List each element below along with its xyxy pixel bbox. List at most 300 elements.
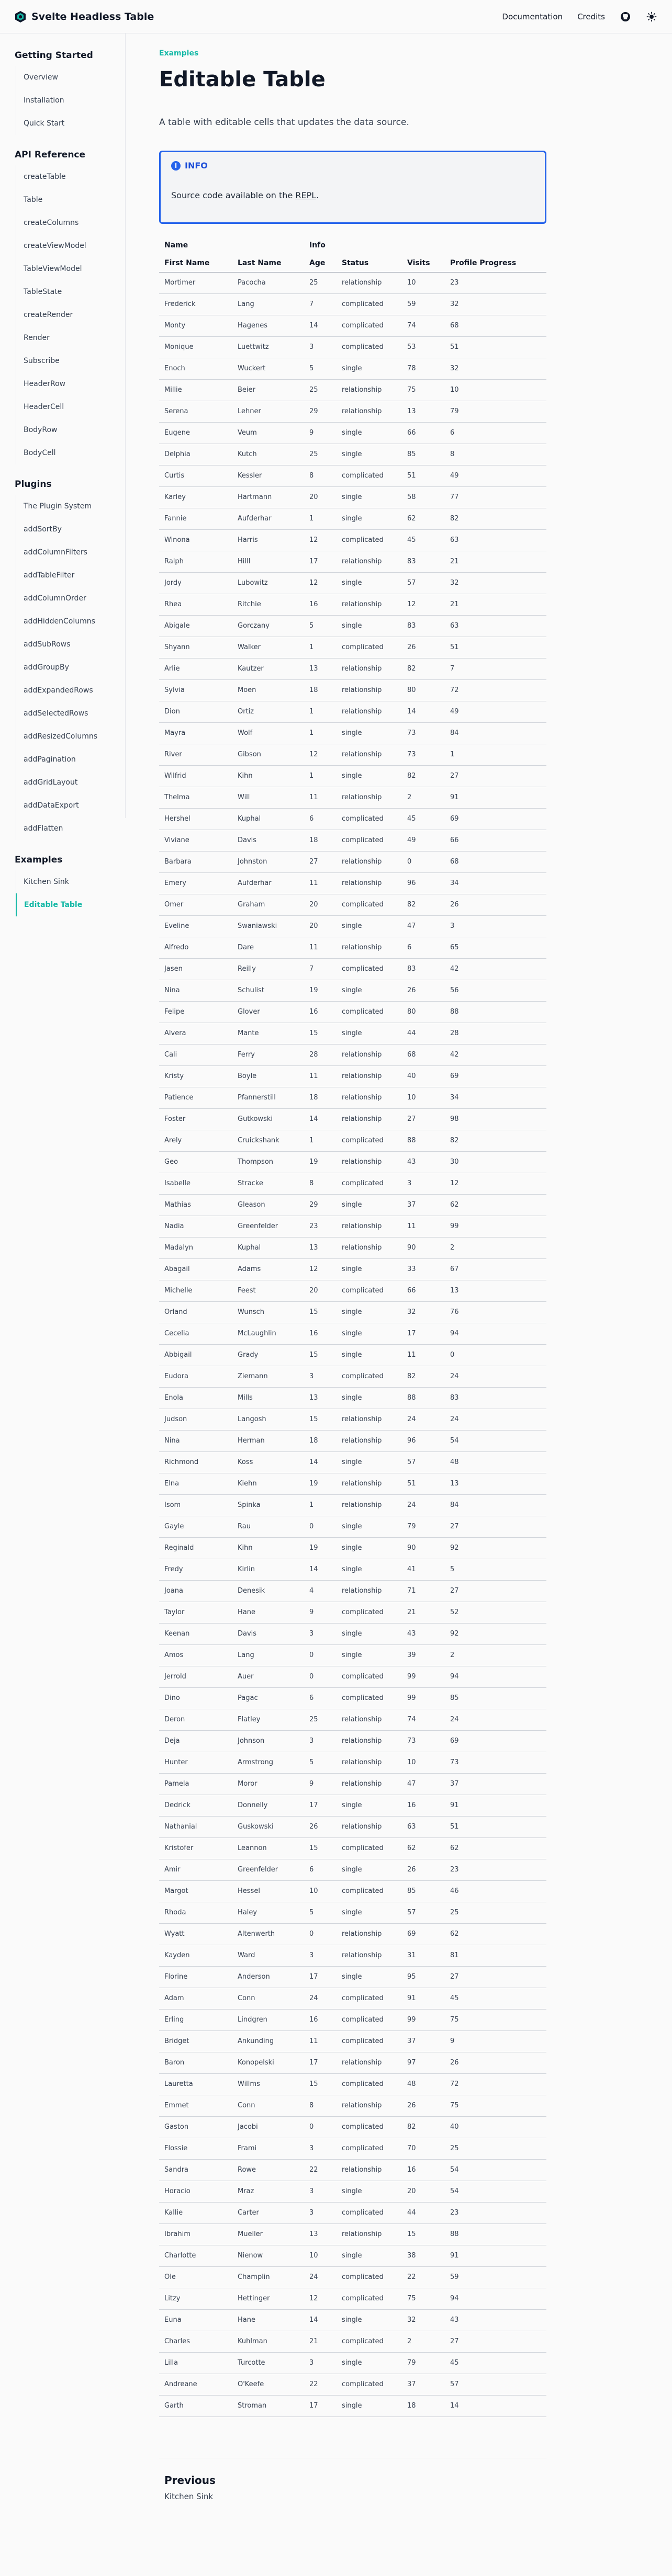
sidebar-item[interactable]: Table — [24, 196, 43, 204]
cell-first-name[interactable]: Geo — [159, 1151, 232, 1173]
cell-age[interactable]: 15 — [304, 1344, 337, 1366]
cell-profile-progress[interactable]: 43 — [445, 2309, 546, 2331]
cell-visits[interactable]: 51 — [402, 465, 445, 486]
cell-visits[interactable]: 82 — [402, 1366, 445, 1387]
cell-last-name[interactable]: Nienow — [232, 2245, 304, 2266]
cell-first-name[interactable]: Barbara — [159, 851, 232, 872]
cell-age[interactable]: 15 — [304, 1409, 337, 1430]
cell-visits[interactable]: 2 — [402, 787, 445, 808]
cell-first-name[interactable]: Flossie — [159, 2138, 232, 2159]
cell-status[interactable]: relationship — [337, 2095, 402, 2116]
cell-profile-progress[interactable]: 72 — [445, 679, 546, 701]
cell-profile-progress[interactable]: 63 — [445, 529, 546, 551]
cell-profile-progress[interactable]: 0 — [445, 1344, 546, 1366]
cell-status[interactable]: single — [337, 980, 402, 1001]
cell-first-name[interactable]: Sylvia — [159, 679, 232, 701]
cell-first-name[interactable]: Orland — [159, 1301, 232, 1323]
cell-status[interactable]: relationship — [337, 551, 402, 572]
cell-profile-progress[interactable]: 92 — [445, 1537, 546, 1559]
cell-first-name[interactable]: River — [159, 744, 232, 765]
sidebar-item[interactable]: addSelectedRows — [24, 709, 88, 718]
cell-age[interactable]: 6 — [304, 1687, 337, 1709]
cell-visits[interactable]: 47 — [402, 915, 445, 937]
cell-profile-progress[interactable]: 40 — [445, 2116, 546, 2138]
cell-profile-progress[interactable]: 34 — [445, 872, 546, 894]
cell-status[interactable]: single — [337, 1451, 402, 1473]
cell-visits[interactable]: 88 — [402, 1130, 445, 1151]
cell-visits[interactable]: 74 — [402, 1709, 445, 1730]
cell-age[interactable]: 12 — [304, 744, 337, 765]
cell-age[interactable]: 8 — [304, 1173, 337, 1194]
cell-age[interactable]: 23 — [304, 1216, 337, 1237]
cell-last-name[interactable]: Lubowitz — [232, 572, 304, 594]
cell-profile-progress[interactable]: 12 — [445, 1173, 546, 1194]
cell-visits[interactable]: 66 — [402, 422, 445, 444]
cell-status[interactable]: relationship — [337, 1430, 402, 1451]
cell-status[interactable]: relationship — [337, 937, 402, 958]
cell-last-name[interactable]: Kirlin — [232, 1559, 304, 1580]
cell-visits[interactable]: 37 — [402, 2030, 445, 2052]
cell-age[interactable]: 10 — [304, 1880, 337, 1902]
cell-status[interactable]: single — [337, 1387, 402, 1409]
cell-age[interactable]: 6 — [304, 1859, 337, 1880]
cell-status[interactable]: relationship — [337, 1945, 402, 1966]
cell-status[interactable]: relationship — [337, 272, 402, 293]
cell-profile-progress[interactable]: 92 — [445, 1623, 546, 1644]
cell-visits[interactable]: 26 — [402, 2095, 445, 2116]
cell-age[interactable]: 19 — [304, 1151, 337, 1173]
cell-profile-progress[interactable]: 91 — [445, 2245, 546, 2266]
cell-first-name[interactable]: Charlotte — [159, 2245, 232, 2266]
cell-status[interactable]: complicated — [337, 1602, 402, 1623]
cell-profile-progress[interactable]: 6 — [445, 422, 546, 444]
cell-first-name[interactable]: Mayra — [159, 722, 232, 744]
cell-visits[interactable]: 99 — [402, 2009, 445, 2030]
cell-age[interactable]: 13 — [304, 1387, 337, 1409]
cell-visits[interactable]: 13 — [402, 401, 445, 422]
cell-visits[interactable]: 88 — [402, 1387, 445, 1409]
cell-status[interactable]: relationship — [337, 1730, 402, 1752]
cell-last-name[interactable]: Kihn — [232, 1537, 304, 1559]
cell-first-name[interactable]: Lauretta — [159, 2073, 232, 2095]
cell-age[interactable]: 25 — [304, 379, 337, 401]
cell-age[interactable]: 1 — [304, 1494, 337, 1516]
cell-last-name[interactable]: Wuckert — [232, 358, 304, 379]
cell-profile-progress[interactable]: 42 — [445, 1044, 546, 1065]
cell-status[interactable]: relationship — [337, 1065, 402, 1087]
cell-visits[interactable]: 78 — [402, 358, 445, 379]
cell-age[interactable]: 18 — [304, 679, 337, 701]
cell-last-name[interactable]: Beier — [232, 379, 304, 401]
cell-status[interactable]: relationship — [337, 679, 402, 701]
cell-visits[interactable]: 63 — [402, 1816, 445, 1837]
cell-profile-progress[interactable]: 5 — [445, 1559, 546, 1580]
cell-status[interactable]: single — [337, 1537, 402, 1559]
cell-first-name[interactable]: Pamela — [159, 1773, 232, 1795]
cell-first-name[interactable]: Felipe — [159, 1001, 232, 1023]
cell-status[interactable]: complicated — [337, 1173, 402, 1194]
cell-profile-progress[interactable]: 94 — [445, 1666, 546, 1687]
cell-visits[interactable]: 57 — [402, 1902, 445, 1923]
cell-last-name[interactable]: Donnelly — [232, 1795, 304, 1816]
cell-first-name[interactable]: Joana — [159, 1580, 232, 1602]
sidebar-item[interactable]: BodyRow — [24, 426, 58, 434]
cell-last-name[interactable]: Stroman — [232, 2395, 304, 2416]
cell-age[interactable]: 14 — [304, 1108, 337, 1130]
cell-first-name[interactable]: Keenan — [159, 1623, 232, 1644]
cell-age[interactable]: 9 — [304, 1773, 337, 1795]
cell-first-name[interactable]: Eveline — [159, 915, 232, 937]
cell-visits[interactable]: 58 — [402, 486, 445, 508]
cell-last-name[interactable]: Mante — [232, 1023, 304, 1044]
cell-last-name[interactable]: Walker — [232, 637, 304, 658]
cell-status[interactable]: relationship — [337, 2223, 402, 2245]
cell-profile-progress[interactable]: 62 — [445, 1923, 546, 1945]
cell-visits[interactable]: 73 — [402, 722, 445, 744]
cell-last-name[interactable]: Dare — [232, 937, 304, 958]
cell-age[interactable]: 16 — [304, 2009, 337, 2030]
sidebar-item[interactable]: TableState — [24, 288, 62, 296]
cell-visits[interactable]: 80 — [402, 1001, 445, 1023]
cell-last-name[interactable]: Langosh — [232, 1409, 304, 1430]
cell-profile-progress[interactable]: 21 — [445, 551, 546, 572]
cell-profile-progress[interactable]: 82 — [445, 508, 546, 529]
cell-visits[interactable]: 26 — [402, 637, 445, 658]
cell-profile-progress[interactable]: 27 — [445, 765, 546, 787]
cell-profile-progress[interactable]: 73 — [445, 1752, 546, 1773]
cell-profile-progress[interactable]: 51 — [445, 637, 546, 658]
cell-first-name[interactable]: Wyatt — [159, 1923, 232, 1945]
cell-first-name[interactable]: Charles — [159, 2331, 232, 2352]
cell-first-name[interactable]: Ralph — [159, 551, 232, 572]
cell-age[interactable]: 10 — [304, 2245, 337, 2266]
sidebar-item[interactable]: addPagination — [24, 755, 76, 764]
cell-first-name[interactable]: Madalyn — [159, 1237, 232, 1258]
cell-visits[interactable]: 45 — [402, 808, 445, 830]
cell-last-name[interactable]: Aufderhar — [232, 872, 304, 894]
cell-status[interactable]: complicated — [337, 830, 402, 851]
cell-first-name[interactable]: Andreane — [159, 2374, 232, 2395]
cell-visits[interactable]: 82 — [402, 894, 445, 915]
cell-last-name[interactable]: Lindgren — [232, 2009, 304, 2030]
cell-visits[interactable]: 15 — [402, 2223, 445, 2245]
cell-profile-progress[interactable]: 26 — [445, 894, 546, 915]
cell-age[interactable]: 18 — [304, 1087, 337, 1108]
cell-profile-progress[interactable]: 67 — [445, 1258, 546, 1280]
cell-profile-progress[interactable]: 32 — [445, 293, 546, 315]
cell-status[interactable]: relationship — [337, 2052, 402, 2073]
cell-first-name[interactable]: Omer — [159, 894, 232, 915]
cell-first-name[interactable]: Richmond — [159, 1451, 232, 1473]
sidebar-item[interactable]: Kitchen Sink — [24, 878, 69, 886]
repl-link[interactable]: REPL — [295, 190, 317, 200]
cell-visits[interactable]: 82 — [402, 2116, 445, 2138]
cell-first-name[interactable]: Patience — [159, 1087, 232, 1108]
cell-status[interactable]: complicated — [337, 293, 402, 315]
cell-last-name[interactable]: Hettinger — [232, 2288, 304, 2309]
cell-profile-progress[interactable]: 30 — [445, 1151, 546, 1173]
cell-status[interactable]: relationship — [337, 1108, 402, 1130]
cell-status[interactable]: single — [337, 2309, 402, 2331]
cell-visits[interactable]: 12 — [402, 594, 445, 615]
cell-last-name[interactable]: Ortiz — [232, 701, 304, 722]
cell-last-name[interactable]: Flatley — [232, 1709, 304, 1730]
sidebar-item[interactable]: addColumnOrder — [24, 594, 86, 603]
cell-visits[interactable]: 44 — [402, 2202, 445, 2223]
cell-age[interactable]: 7 — [304, 293, 337, 315]
cell-age[interactable]: 11 — [304, 787, 337, 808]
cell-status[interactable]: complicated — [337, 2331, 402, 2352]
cell-last-name[interactable]: Mueller — [232, 2223, 304, 2245]
cell-first-name[interactable]: Millie — [159, 379, 232, 401]
cell-status[interactable]: relationship — [337, 1580, 402, 1602]
cell-age[interactable]: 8 — [304, 2095, 337, 2116]
cell-last-name[interactable]: Reilly — [232, 958, 304, 980]
cell-first-name[interactable]: Elna — [159, 1473, 232, 1494]
cell-first-name[interactable]: Serena — [159, 401, 232, 422]
cell-visits[interactable]: 62 — [402, 1837, 445, 1859]
cell-last-name[interactable]: Kutch — [232, 444, 304, 465]
cell-profile-progress[interactable]: 68 — [445, 851, 546, 872]
cell-profile-progress[interactable]: 45 — [445, 2352, 546, 2374]
cell-visits[interactable]: 83 — [402, 551, 445, 572]
cell-visits[interactable]: 80 — [402, 679, 445, 701]
cell-status[interactable]: complicated — [337, 2116, 402, 2138]
cell-visits[interactable]: 70 — [402, 2138, 445, 2159]
cell-age[interactable]: 0 — [304, 1923, 337, 1945]
cell-visits[interactable]: 79 — [402, 2352, 445, 2374]
cell-last-name[interactable]: Will — [232, 787, 304, 808]
cell-profile-progress[interactable]: 45 — [445, 1988, 546, 2009]
cell-visits[interactable]: 14 — [402, 701, 445, 722]
cell-first-name[interactable]: Amos — [159, 1644, 232, 1666]
cell-profile-progress[interactable]: 91 — [445, 1795, 546, 1816]
cell-profile-progress[interactable]: 49 — [445, 701, 546, 722]
cell-first-name[interactable]: Shyann — [159, 637, 232, 658]
cell-status[interactable]: complicated — [337, 465, 402, 486]
cell-first-name[interactable]: Nina — [159, 1430, 232, 1451]
cell-profile-progress[interactable]: 69 — [445, 808, 546, 830]
cell-age[interactable]: 11 — [304, 2030, 337, 2052]
cell-last-name[interactable]: Swaniawski — [232, 915, 304, 937]
cell-first-name[interactable]: Foster — [159, 1108, 232, 1130]
cell-first-name[interactable]: Eudora — [159, 1366, 232, 1387]
cell-last-name[interactable]: Spinka — [232, 1494, 304, 1516]
cell-first-name[interactable]: Kallie — [159, 2202, 232, 2223]
cell-status[interactable]: complicated — [337, 2288, 402, 2309]
cell-status[interactable]: complicated — [337, 1880, 402, 1902]
cell-last-name[interactable]: Willms — [232, 2073, 304, 2095]
cell-first-name[interactable]: Kristy — [159, 1065, 232, 1087]
cell-age[interactable]: 18 — [304, 1430, 337, 1451]
cell-age[interactable]: 9 — [304, 1602, 337, 1623]
cell-age[interactable]: 1 — [304, 701, 337, 722]
cell-age[interactable]: 25 — [304, 272, 337, 293]
cell-age[interactable]: 13 — [304, 1237, 337, 1258]
cell-status[interactable]: single — [337, 1323, 402, 1344]
cell-profile-progress[interactable]: 99 — [445, 1216, 546, 1237]
cell-last-name[interactable]: Hilll — [232, 551, 304, 572]
cell-age[interactable]: 20 — [304, 894, 337, 915]
cell-last-name[interactable]: Hane — [232, 1602, 304, 1623]
cell-visits[interactable]: 24 — [402, 1409, 445, 1430]
cell-profile-progress[interactable]: 83 — [445, 1387, 546, 1409]
cell-status[interactable]: relationship — [337, 1473, 402, 1494]
cell-profile-progress[interactable]: 9 — [445, 2030, 546, 2052]
cell-age[interactable]: 25 — [304, 1709, 337, 1730]
sidebar-item[interactable]: Editable Table — [16, 893, 125, 916]
cell-status[interactable]: complicated — [337, 2138, 402, 2159]
cell-profile-progress[interactable]: 14 — [445, 2395, 546, 2416]
cell-age[interactable]: 0 — [304, 1644, 337, 1666]
cell-first-name[interactable]: Nathanial — [159, 1816, 232, 1837]
cell-status[interactable]: relationship — [337, 1773, 402, 1795]
cell-age[interactable]: 12 — [304, 1258, 337, 1280]
cell-visits[interactable]: 3 — [402, 1173, 445, 1194]
cell-last-name[interactable]: Greenfelder — [232, 1859, 304, 1880]
cell-profile-progress[interactable]: 98 — [445, 1108, 546, 1130]
cell-last-name[interactable]: Hagenes — [232, 315, 304, 336]
cell-visits[interactable]: 31 — [402, 1945, 445, 1966]
github-icon[interactable] — [620, 11, 631, 22]
sidebar-item[interactable]: addFlatten — [24, 824, 63, 833]
cell-last-name[interactable]: Ziemann — [232, 1366, 304, 1387]
cell-age[interactable]: 19 — [304, 1537, 337, 1559]
cell-first-name[interactable]: Curtis — [159, 465, 232, 486]
cell-status[interactable]: single — [337, 1795, 402, 1816]
cell-visits[interactable]: 96 — [402, 1430, 445, 1451]
cell-status[interactable]: single — [337, 765, 402, 787]
cell-last-name[interactable]: Johnson — [232, 1730, 304, 1752]
cell-visits[interactable]: 71 — [402, 1580, 445, 1602]
cell-last-name[interactable]: Lang — [232, 1644, 304, 1666]
cell-first-name[interactable]: Fredy — [159, 1559, 232, 1580]
cell-visits[interactable]: 41 — [402, 1559, 445, 1580]
cell-profile-progress[interactable]: 32 — [445, 572, 546, 594]
theme-toggle-icon[interactable] — [646, 11, 657, 22]
cell-visits[interactable]: 6 — [402, 937, 445, 958]
cell-age[interactable]: 17 — [304, 2052, 337, 2073]
cell-visits[interactable]: 11 — [402, 1216, 445, 1237]
cell-profile-progress[interactable]: 42 — [445, 958, 546, 980]
cell-age[interactable]: 3 — [304, 1945, 337, 1966]
cell-profile-progress[interactable]: 94 — [445, 1323, 546, 1344]
cell-first-name[interactable]: Enoch — [159, 358, 232, 379]
cell-first-name[interactable]: Gayle — [159, 1516, 232, 1537]
cell-last-name[interactable]: Kihn — [232, 765, 304, 787]
cell-status[interactable]: relationship — [337, 1494, 402, 1516]
pager-previous-link[interactable]: Kitchen Sink — [164, 2491, 214, 2501]
cell-last-name[interactable]: Adams — [232, 1258, 304, 1280]
cell-visits[interactable]: 47 — [402, 1773, 445, 1795]
cell-first-name[interactable]: Isom — [159, 1494, 232, 1516]
cell-profile-progress[interactable]: 1 — [445, 744, 546, 765]
cell-last-name[interactable]: Rau — [232, 1516, 304, 1537]
cell-profile-progress[interactable]: 3 — [445, 915, 546, 937]
cell-first-name[interactable]: Thelma — [159, 787, 232, 808]
cell-status[interactable]: complicated — [337, 2009, 402, 2030]
cell-profile-progress[interactable]: 94 — [445, 2288, 546, 2309]
cell-first-name[interactable]: Gaston — [159, 2116, 232, 2138]
cell-age[interactable]: 13 — [304, 658, 337, 679]
cell-first-name[interactable]: Kristofer — [159, 1837, 232, 1859]
cell-status[interactable]: single — [337, 444, 402, 465]
cell-profile-progress[interactable]: 21 — [445, 594, 546, 615]
cell-last-name[interactable]: Kautzer — [232, 658, 304, 679]
sidebar-item[interactable]: Installation — [24, 96, 64, 105]
cell-last-name[interactable]: Feest — [232, 1280, 304, 1301]
sidebar-item[interactable]: Quick Start — [24, 119, 65, 128]
cell-profile-progress[interactable]: 65 — [445, 937, 546, 958]
cell-status[interactable]: single — [337, 486, 402, 508]
cell-profile-progress[interactable]: 37 — [445, 1773, 546, 1795]
cell-first-name[interactable]: Garth — [159, 2395, 232, 2416]
cell-last-name[interactable]: Wolf — [232, 722, 304, 744]
cell-status[interactable]: single — [337, 2395, 402, 2416]
cell-visits[interactable]: 16 — [402, 1795, 445, 1816]
cell-status[interactable]: complicated — [337, 529, 402, 551]
cell-profile-progress[interactable]: 57 — [445, 2374, 546, 2395]
cell-visits[interactable]: 26 — [402, 1859, 445, 1880]
cell-status[interactable]: complicated — [337, 1130, 402, 1151]
cell-profile-progress[interactable]: 72 — [445, 2073, 546, 2095]
cell-status[interactable]: relationship — [337, 1151, 402, 1173]
cell-visits[interactable]: 57 — [402, 1451, 445, 1473]
cell-status[interactable]: single — [337, 615, 402, 637]
cell-profile-progress[interactable]: 27 — [445, 1966, 546, 1988]
cell-last-name[interactable]: Grady — [232, 1344, 304, 1366]
cell-age[interactable]: 11 — [304, 1065, 337, 1087]
sidebar-item[interactable]: createViewModel — [24, 242, 86, 250]
cell-profile-progress[interactable]: 34 — [445, 1087, 546, 1108]
cell-visits[interactable]: 33 — [402, 1258, 445, 1280]
cell-last-name[interactable]: Hartmann — [232, 486, 304, 508]
cell-profile-progress[interactable]: 2 — [445, 1237, 546, 1258]
cell-age[interactable]: 14 — [304, 1559, 337, 1580]
cell-visits[interactable]: 45 — [402, 529, 445, 551]
cell-last-name[interactable]: Aufderhar — [232, 508, 304, 529]
cell-age[interactable]: 1 — [304, 508, 337, 529]
cell-profile-progress[interactable]: 10 — [445, 379, 546, 401]
cell-age[interactable]: 12 — [304, 572, 337, 594]
cell-first-name[interactable]: Ibrahim — [159, 2223, 232, 2245]
cell-age[interactable]: 0 — [304, 1516, 337, 1537]
cell-last-name[interactable]: Veum — [232, 422, 304, 444]
cell-first-name[interactable]: Isabelle — [159, 1173, 232, 1194]
cell-age[interactable]: 15 — [304, 2073, 337, 2095]
cell-status[interactable]: complicated — [337, 1666, 402, 1687]
cell-profile-progress[interactable]: 24 — [445, 1709, 546, 1730]
cell-status[interactable]: complicated — [337, 637, 402, 658]
cell-first-name[interactable]: Arely — [159, 1130, 232, 1151]
cell-age[interactable]: 20 — [304, 486, 337, 508]
cell-last-name[interactable]: Herman — [232, 1430, 304, 1451]
cell-status[interactable]: complicated — [337, 808, 402, 830]
cell-first-name[interactable]: Dino — [159, 1687, 232, 1709]
cell-profile-progress[interactable]: 2 — [445, 1644, 546, 1666]
cell-profile-progress[interactable]: 23 — [445, 1859, 546, 1880]
cell-last-name[interactable]: Glover — [232, 1001, 304, 1023]
cell-visits[interactable]: 49 — [402, 830, 445, 851]
cell-age[interactable]: 7 — [304, 958, 337, 980]
cell-status[interactable]: relationship — [337, 1216, 402, 1237]
sidebar-item[interactable]: addExpandedRows — [24, 686, 93, 695]
cell-status[interactable]: relationship — [337, 658, 402, 679]
cell-visits[interactable]: 0 — [402, 851, 445, 872]
cell-profile-progress[interactable]: 88 — [445, 1001, 546, 1023]
cell-status[interactable]: relationship — [337, 401, 402, 422]
cell-first-name[interactable]: Wilfrid — [159, 765, 232, 787]
